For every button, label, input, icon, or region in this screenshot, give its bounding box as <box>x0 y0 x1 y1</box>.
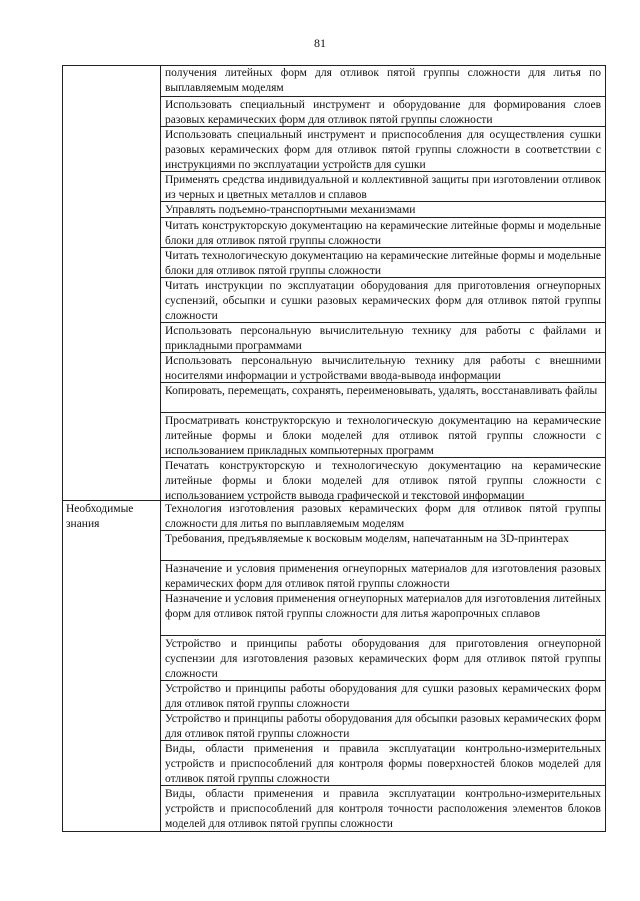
table-row <box>161 247 605 277</box>
table-row <box>161 96 605 126</box>
row-text: Использовать специальный инструмент и оборудование для формирования слоев разовых керамических форм для отливок пятой группы сложности <box>165 99 601 126</box>
section-divider <box>62 500 161 501</box>
table-row <box>161 560 605 590</box>
table-row <box>161 322 605 352</box>
table-row <box>161 201 605 217</box>
table-row <box>161 171 605 201</box>
table-row <box>161 530 605 560</box>
table-row <box>161 740 605 785</box>
row-text: Устройство и принципы работы оборудования для обсыпки разовых керамических форм для отливок пятой группы сложности <box>165 713 601 740</box>
section-label-line: знания <box>66 518 100 530</box>
table-row <box>161 635 605 680</box>
table-row <box>161 412 605 457</box>
row-text: Виды, области применения и правила эксплуатации контрольно-измерительных устройств и приспособлений для контроля точности расположения элементов блоков моделей для отливок пятой группы сложности <box>165 788 601 830</box>
row-text: получения литейных форм для отливок пятой группы сложности для литья по выплавляемым моделям <box>165 67 601 94</box>
table-row <box>161 590 605 635</box>
table-row <box>161 126 605 171</box>
row-text: Технология изготовления разовых керамических форм для отливок пятой группы сложности для литья по выплавляемым моделям <box>165 503 601 530</box>
row-text: Использовать персональную вычислительную технику для работы с внешними носителями информации и устройствами ввода-вывода информации <box>165 355 601 382</box>
row-text: Просматривать конструкторскую и технологическую документацию на керамические литейные формы и блоки моделей для отливок пятой группы сложности с использованием прикладных компьютерных программ <box>165 415 601 457</box>
row-text: Управлять подъемно-транспортными механизмами <box>165 204 416 216</box>
row-text: Использовать специальный инструмент и приспособления для осуществления сушки разовых керамических форм для отливок пятой группы сложности в соответствии с инструкциями по эксплуатации устройств для сушки <box>165 129 601 171</box>
table-row <box>161 785 605 832</box>
row-text: Читать инструкции по эксплуатации оборудования для приготовления огнеупорных суспензий, обсыпки и сушки разовых керамических форм для отливок пятой группы сложности <box>165 280 601 322</box>
page-number: 81 <box>314 36 326 50</box>
row-text: Читать технологическую документацию на керамические литейные формы и модельные блоки для отливок пятой группы сложности <box>165 250 601 277</box>
row-text: Применять средства индивидуальной и коллективной защиты при изготовлении отливок из черных и цветных металлов и сплавов <box>165 174 601 201</box>
table-row <box>161 680 605 710</box>
table-row <box>161 277 605 322</box>
row-text: Назначение и условия применения огнеупорных материалов для изготовления разовых керамических форм для отливок пятой группы сложности <box>165 563 601 590</box>
table-row <box>161 352 605 382</box>
row-text: Назначение и условия применения огнеупорных материалов для изготовления литейных форм для отливок пятой группы сложности для литья жаропрочных сплавов <box>165 593 601 620</box>
row-text: Требования, предъявляемые к восковым моделям, напечатанным на 3D-принтерах <box>165 533 569 545</box>
row-text: Устройство и принципы работы оборудования для приготовления огнеупорной суспензии для изготовления разовых керамических форм для отливок пятой группы сложности <box>165 638 601 680</box>
section-label-knowledge <box>66 502 156 532</box>
row-text: Печатать конструкторскую и технологическую документацию на керамические литейные формы и блоки моделей для отливок пятой группы сложности с использованием устройств вывода графической и текстовой информации <box>165 460 601 502</box>
section-label-line: Необходимые <box>66 503 134 515</box>
row-text: Использовать персональную вычислительную технику для работы с файлами и прикладными программами <box>165 325 601 352</box>
table-row <box>161 382 605 412</box>
table-row <box>161 217 605 247</box>
row-text: Копировать, перемещать, сохранять, переименовывать, удалять, восстанавливать файлы <box>165 385 598 397</box>
row-text: Виды, области применения и правила эксплуатации контрольно-измерительных устройств и приспособлений для контроля формы поверхностей блоков моделей для отливок пятой группы сложности <box>165 743 601 785</box>
table-row <box>161 500 605 530</box>
table-row <box>161 710 605 740</box>
table-row <box>161 457 605 500</box>
table-row <box>161 65 605 96</box>
row-text: Устройство и принципы работы оборудования для сушки разовых керамических форм для отливок пятой группы сложности <box>165 683 601 710</box>
row-text: Читать конструкторскую документацию на керамические литейные формы и модельные блоки для отливок пятой группы сложности <box>165 220 601 247</box>
